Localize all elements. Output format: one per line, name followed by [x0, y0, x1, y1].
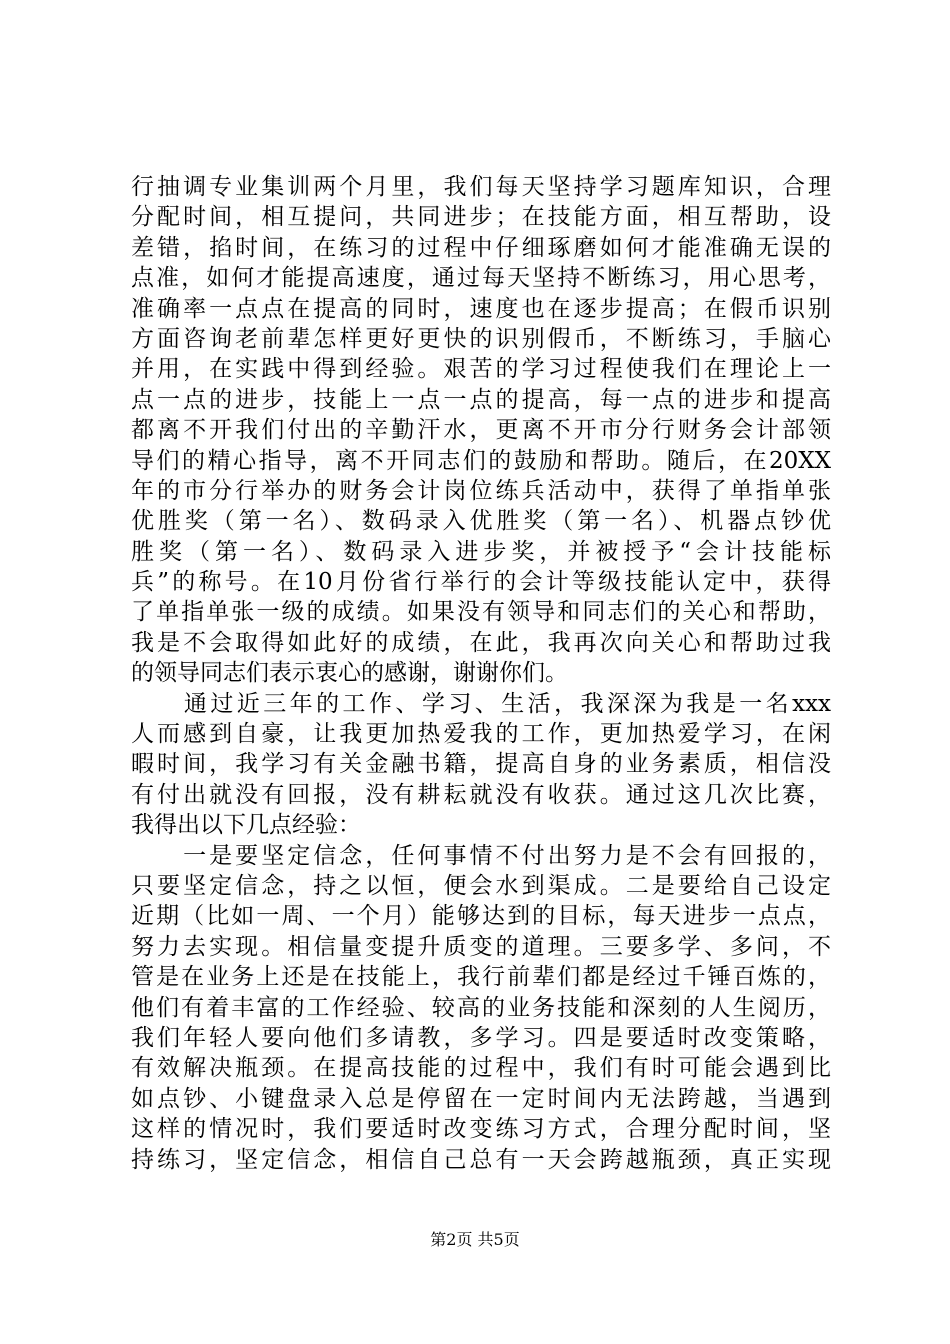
text-line: 如点钞、小键盘录入总是停留在一定时间内无法跨越，当遇到 — [131, 1085, 831, 1112]
text-line: 努力去实现。相信量变提升质变的道理。三要多学、多问，不 — [131, 933, 831, 960]
text-line: 导们的精心指导，离不开同志们的鼓励和帮助。随后，在20XX — [131, 447, 831, 474]
text-line: 方面咨询老前辈怎样更好更快的识别假币，不断练习，手脑心 — [131, 325, 831, 352]
text-line: 这样的情况时，我们要适时改变练习方式，合理分配时间，坚 — [131, 1116, 831, 1143]
text-line: 并用，在实践中得到经验。艰苦的学习过程使我们在理论上一 — [131, 356, 831, 383]
text-line: 兵”的称号。在10月份省行举行的会计等级技能认定中，获得 — [131, 569, 831, 596]
text-line: 差错，掐时间，在练习的过程中仔细琢磨如何才能准确无误的 — [131, 234, 831, 261]
document-body — [131, 172, 831, 1175]
text-line: 暇时间，我学习有关金融书籍，提高自身的业务素质，相信没 — [131, 751, 831, 778]
text-line: 一是要坚定信念，任何事情不付出努力是不会有回报的， — [131, 842, 831, 869]
text-line: 点准，如何才能提高速度，通过每天坚持不断练习，用心思考， — [131, 265, 831, 292]
text-line: 管是在业务上还是在技能上，我行前辈们都是经过千锤百炼的， — [131, 964, 831, 991]
text-line: 只要坚定信念，持之以恒，便会水到渠成。二是要给自己设定 — [131, 872, 831, 899]
text-line: 我是不会取得如此好的成绩，在此，我再次向关心和帮助过我 — [131, 629, 831, 656]
text-line: 通过近三年的工作、学习、生活，我深深为我是一名xxx — [131, 690, 831, 717]
text-line: 他们有着丰富的工作经验、较高的业务技能和深刻的人生阅历， — [131, 994, 831, 1021]
text-line: 近期（比如一周、一个月）能够达到的目标，每天进步一点点， — [131, 903, 831, 930]
text-line: 我们年轻人要向他们多请教，多学习。四是要适时改变策略， — [131, 1024, 831, 1051]
text-line: 持练习，坚定信念，相信自己总有一天会跨越瓶颈，真正实现 — [131, 1146, 831, 1173]
text-line: 人而感到自豪，让我更加热爱我的工作，更加热爱学习，在闲 — [131, 721, 831, 748]
text-line: 了单指单张一级的成绩。如果没有领导和同志们的关心和帮助， — [131, 599, 831, 626]
text-line: 分配时间，相互提问，共同进步；在技能方面，相互帮助，设 — [131, 204, 831, 231]
text-line: 点一点的进步，技能上一点一点的提高，每一点的进步和提高 — [131, 386, 831, 413]
text-line: 有效解决瓶颈。在提高技能的过程中，我们有时可能会遇到比 — [131, 1055, 831, 1082]
text-line: 优胜奖（第一名）、数码录入优胜奖（第一名）、机器点钞优 — [131, 508, 831, 535]
text-line: 行抽调专业集训两个月里，我们每天坚持学习题库知识，合理 — [131, 174, 831, 200]
text-line: 我得出以下几点经验： — [131, 812, 361, 839]
text-line: 有付出就没有回报，没有耕耘就没有收获。通过这几次比赛， — [131, 781, 831, 808]
text-line: 胜奖（第一名）、数码录入进步奖，并被授予“会计技能标 — [131, 538, 831, 565]
text-line: 准确率一点点在提高的同时，速度也在逐步提高；在假币识别 — [131, 295, 831, 322]
text-line: 都离不开我们付出的辛勤汗水，更离不开市分行财务会计部领 — [131, 417, 831, 444]
page-number-footer: 第2页 共5页 — [430, 1230, 520, 1249]
text-line: 年的市分行举办的财务会计岗位练兵活动中，获得了单指单张 — [131, 477, 831, 504]
text-line: 的领导同志们表示衷心的感谢，谢谢你们。 — [131, 660, 568, 687]
